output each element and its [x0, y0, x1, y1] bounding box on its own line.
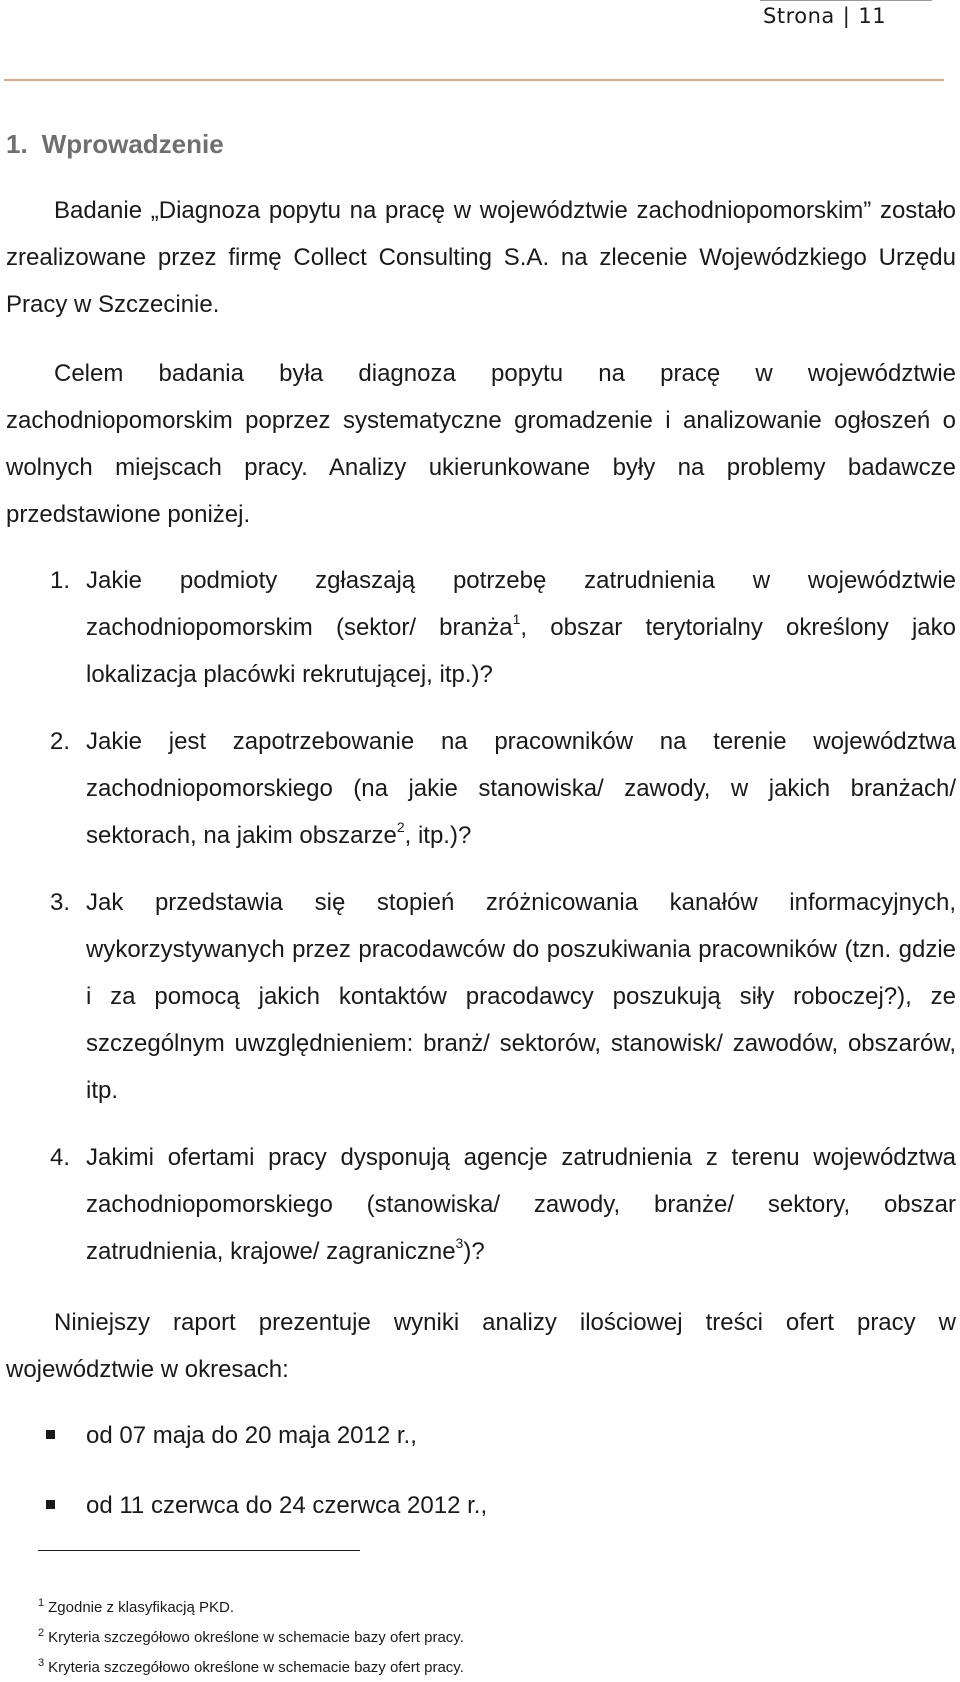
intro-paragraph-text: Badanie „Diagnoza popytu na pracę w województwie zachodniopomorskim” zostało zrealizowane przez firmę Collect Consulting S.A. na zlecenie Wojewódzkiego Urzędu Pracy w Szczecinie.: [6, 197, 956, 318]
footnote-mark: 3: [38, 1657, 45, 1669]
header-rule: [4, 79, 944, 81]
header-top-line: [760, 0, 932, 1]
page-separator: |: [842, 4, 851, 28]
question-text: Jakie podmioty zgłaszają potrzebę zatrudnienia w województwie zachodniopomorskim (sektor/ branża: [86, 567, 956, 641]
period-item: [6, 1412, 906, 1459]
period-text: od 11 czerwca do 24 czerwca 2012 r.,: [86, 1492, 488, 1519]
question-text-cont: , obszar terytorialny określony jako lokalizacja placówki rekrutującej, itp.)?: [86, 614, 956, 688]
goal-paragraph-text: Celem badania była diagnoza popytu na pracę w województwie zachodniopomorskim poprzez systematyczne gromadzenie i analizowanie ogłoszeń o wolnych miejscach pracy. Analizy ukierunkowane były na problemy badawcze przedstawione poniżej.: [6, 360, 956, 528]
goal-paragraph: [6, 350, 956, 538]
page-label: Strona: [763, 4, 835, 28]
period-item: [6, 1482, 906, 1529]
question-number: 3.: [50, 889, 71, 916]
footnote-mark: 1: [38, 1597, 45, 1609]
research-question-4: [6, 1134, 956, 1275]
square-bullet-icon: [46, 1430, 55, 1439]
footnote-ref: 2: [396, 819, 405, 835]
intro-paragraph: [6, 187, 956, 328]
section-number: 1.: [6, 129, 28, 159]
footnote-ref: 3: [455, 1235, 464, 1251]
period-text: od 07 maja do 20 maja 2012 r.,: [86, 1422, 417, 1449]
footnote-text: Kryteria szczegółowo określone w schemacie bazy ofert pracy.: [48, 1629, 464, 1646]
report-paragraph: [6, 1299, 956, 1393]
page-number-value: 11: [858, 4, 887, 28]
question-text-cont: , itp.)?: [404, 822, 472, 849]
question-text-cont: )?: [463, 1238, 485, 1265]
period-list-cont: [6, 1482, 906, 1529]
section-heading: [6, 129, 224, 160]
period-list: [6, 1412, 906, 1459]
question-number: 1.: [50, 567, 71, 594]
footnote-mark: 2: [38, 1627, 45, 1639]
footnote-3: [38, 1658, 464, 1678]
research-question-1: [6, 557, 956, 698]
question-text: Jakie jest zapotrzebowanie na pracowników na terenie województwa zachodniopomorskiego (na jakie stanowiska/ zawody, w jakich branżach/ sektorach, na jakim obszarze: [86, 728, 956, 849]
research-question-2: [6, 718, 956, 859]
square-bullet-icon: [46, 1500, 55, 1509]
page-number: [763, 4, 886, 28]
question-text: Jak przedstawia się stopień zróżnicowania kanałów informacyjnych, wykorzystywanych przez pracodawców do poszukiwania pracowników (tzn. gdzie i za pomocą jakich kontaktów pracodawcy poszukują siły roboczej?), ze szczególnym uwzględnieniem: branż/ sektorów, stanowisk/ zawodów, obszarów, itp.: [86, 889, 956, 1104]
footnote-1: [38, 1598, 234, 1618]
question-text: Jakimi ofertami pracy dysponują agencje zatrudnienia z terenu województwa zachodniopomorskiego (stanowiska/ zawody, branże/ sektory, obszar zatrudnienia, krajowe/ zagraniczne: [86, 1144, 956, 1265]
footnote-ref: 1: [512, 611, 521, 627]
question-number: 4.: [50, 1144, 71, 1171]
question-number: 2.: [50, 728, 71, 755]
section-title: Wprowadzenie: [41, 129, 224, 159]
report-paragraph-text: Niniejszy raport prezentuje wyniki analizy ilościowej treści ofert pracy w województwie w okresach:: [6, 1309, 956, 1383]
footnote-separator: [38, 1550, 360, 1551]
footnote-text: Kryteria szczegółowo określone w schemacie bazy ofert pracy.: [48, 1659, 464, 1676]
footnote-2: [38, 1628, 464, 1648]
footnote-text: Zgodnie z klasyfikacją PKD.: [48, 1599, 235, 1616]
research-question-3: [6, 879, 956, 1114]
research-questions-list: [6, 557, 956, 1275]
